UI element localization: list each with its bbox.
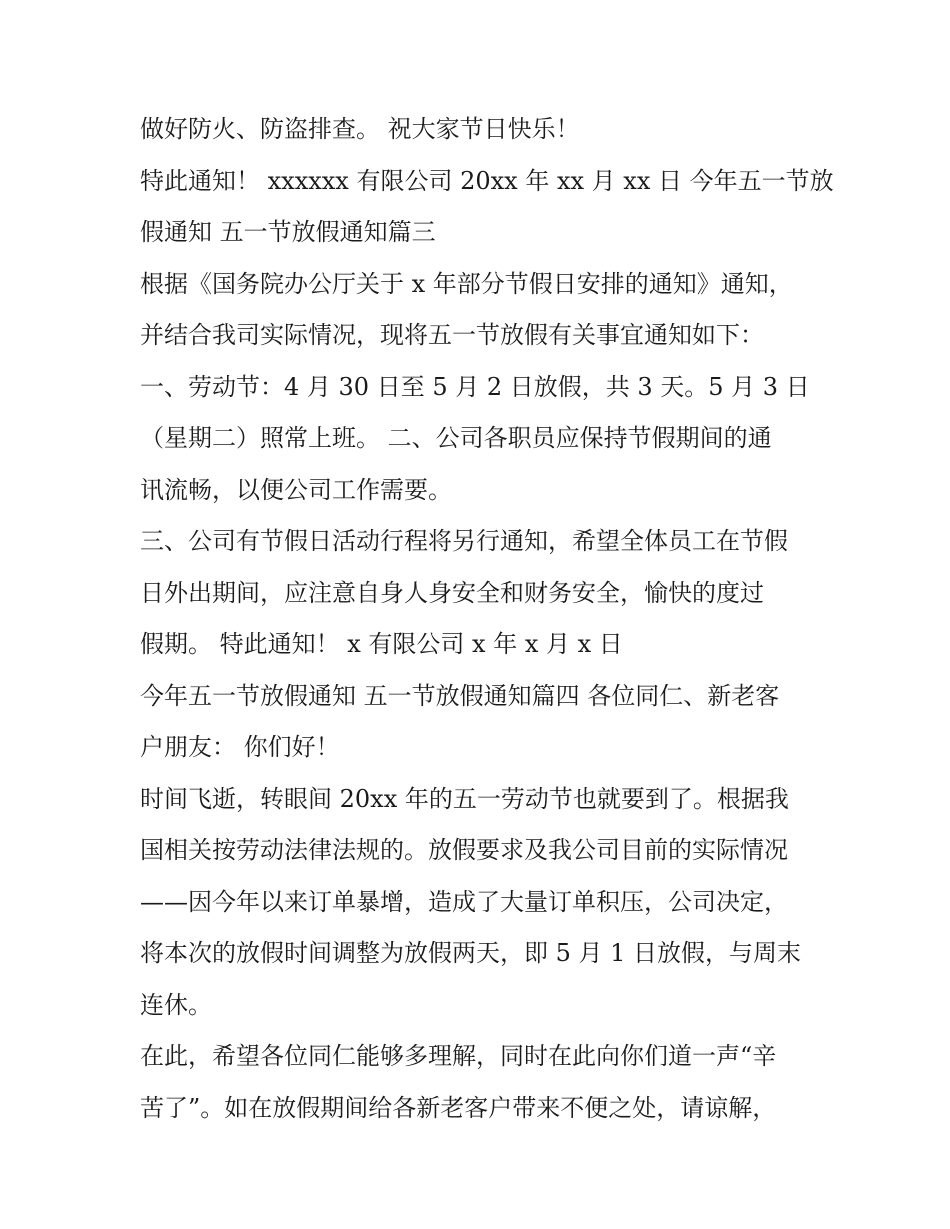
text-line: 根据《国务院办公厅关于 x 年部分节假日安排的通知》通知， [140, 269, 793, 298]
text-line: 假期。 特此通知！ x 有限公司 x 年 x 月 x 日 [140, 630, 623, 658]
text-line: 苦了”。如在放假期间给各新老客户带来不便之处，请谅解， [140, 1093, 777, 1122]
text-line: 国相关按劳动法律法规的。放假要求及我公司目前的实际情况 [140, 836, 788, 864]
text-line: 今年五一节放假通知 五一节放假通知篇四 各位同仁、新老客 [140, 681, 780, 710]
text-line: （星期二）照常上班。 二、公司各职员应保持节假期间的通 [140, 424, 772, 452]
text-line: 户朋友： 你们好！ [140, 733, 340, 761]
text-line: 讯流畅，以便公司工作需要。 [140, 475, 452, 504]
text-line: 假通知 五一节放假通知篇三 [140, 218, 436, 246]
text-line: 将本次的放假时间调整为放假两天，即 5 月 1 日放假，与周末 [140, 939, 802, 967]
document-body [140, 104, 840, 1134]
text-line: 日外出期间，应注意自身人身安全和财务安全，愉快的度过 [140, 578, 764, 607]
text-line: 特此通知！ xxxxxx 有限公司 20xx 年 xx 月 xx 日 今年五一节放 [140, 166, 834, 195]
text-line: 三、公司有节假日活动行程将另行通知，希望全体员工在节假 [140, 527, 788, 555]
text-line: 在此，希望各位同仁能够多理解，同时在此向你们道一声“辛 [140, 1042, 777, 1070]
text-line: 做好防火、防盗排查。 祝大家节日快乐！ [140, 115, 580, 143]
text-line: 并结合我司实际情况，现将五一节放假有关事宜通知如下： [140, 321, 764, 349]
text-line: ——因今年以来订单暴增，造成了大量订单积压，公司决定， [140, 887, 788, 916]
text-line: 连休。 [140, 990, 212, 1019]
text-line: 时间飞逝，转眼间 20xx 年的五一劳动节也就要到了。根据我 [140, 784, 789, 813]
text-line: 一、劳动节：4 月 30 日至 5 月 2 日放假，共 3 天。5 月 3 日 [140, 372, 810, 401]
